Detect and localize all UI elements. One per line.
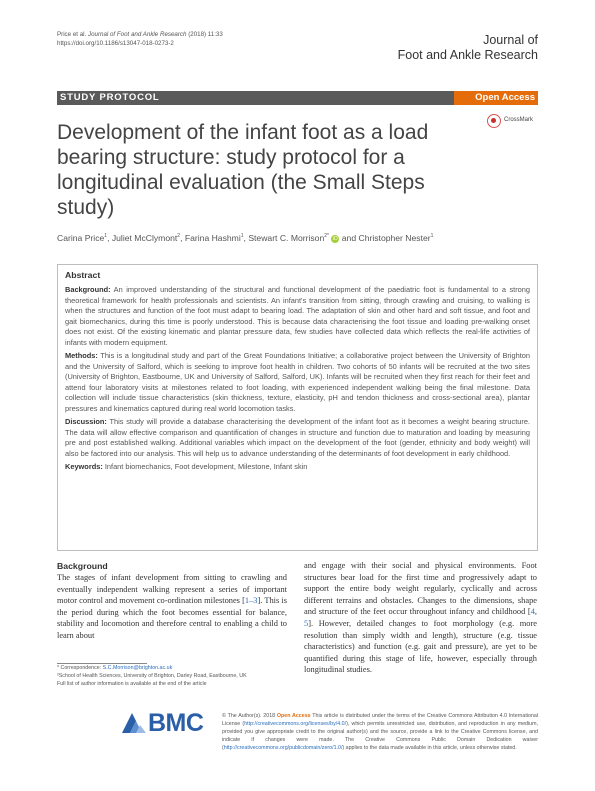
abstract-methods: [65, 351, 530, 414]
crossmark-button[interactable]: [487, 114, 539, 134]
open-access-badge: Open Access: [454, 91, 538, 105]
body-text: and engage with their social and physical environments. Foot structures bear load for the first time and progressively adapt to support the entire body weight regularly, cyclically and across different terrains and obstacles. Changes to the dimensions, shape and structure of the feet occur throughout infancy and childhood [: [304, 561, 537, 617]
body-paragraph: [304, 560, 537, 676]
body-paragraph: [57, 572, 287, 642]
abstract-discussion: [65, 417, 530, 459]
body-text: ]. This is the period during which the foot becomes essential for balance, stability and locomotion and therefore central to enabling a child to learn about: [57, 596, 287, 640]
journal-name: [398, 33, 538, 62]
body-column-2: [304, 560, 537, 676]
author-affiliation: 1: [104, 233, 108, 240]
crossmark-icon: [487, 114, 501, 128]
correspondence-email[interactable]: S.C.Morrison@brighton.ac.uk: [102, 665, 173, 671]
citation: [57, 30, 223, 48]
section-text: Infant biomechanics, Foot development, Milestone, Infant skin: [104, 462, 308, 471]
author-name: Christopher Nester: [358, 233, 431, 243]
citation-separator: ,: [534, 607, 537, 617]
article-title: Development of the infant foot as a load bearing structure: study protocol for a longitudinal evaluation (the Small Steps study): [57, 121, 429, 219]
author-affiliation: 1: [240, 233, 244, 240]
license-text: [222, 712, 538, 752]
author-name: Farina Hashmi: [184, 233, 241, 243]
abstract-keywords: [65, 462, 530, 473]
license-body: ) applies to the data made available in this article, unless otherwise stated.: [342, 745, 517, 752]
license-link-by[interactable]: http://creativecommons.org/licenses/by/4.0/: [244, 721, 347, 728]
license-link-zero[interactable]: http://creativecommons.org/publicdomain/zero/1.0/: [223, 745, 343, 752]
doi-link[interactable]: https://doi.org/10.1186/s13047-018-0273-2: [57, 40, 174, 47]
section-text: This is a longitudinal study and part of the Great Foundations Initiative; a collaborative project between the University of Brighton and the University of Salford, which is seeking to improve foot health in children. Two cohorts of 50 infants will be recruited at the two sites (University of Brighton, Eastbourne, UK and University of Salford, Salford, UK). Infants will be recruited when they first reach for their feet and attend four laboratory visits at milestones related to foot loading, with experienced independent walking being the final milestone. Data collection will include tissue characteristics (skin thickness, texture, elasticity, pH and tendon thickness and cross-sectional area), plantar pressures and kinematics captured during real world locomotion tasks.: [65, 351, 531, 413]
orcid-icon[interactable]: iD: [333, 235, 338, 242]
citation-link[interactable]: 4: [530, 607, 535, 617]
abstract-box: [57, 264, 538, 551]
section-text: This study will provide a database characterising the development of the infant foot as it becomes a weight bearing structure. The data will allow effective comparison and quantification of changes in structure and function due to maturation and loading by measuring pre and post established walking. Additional variables which impact on the development of the foot (gender, ethnicity and body weight) will also be factored into our analysis. This will help us to advance understanding of the determinants of foot development in early childhood.: [65, 417, 530, 458]
section-label: Discussion:: [65, 417, 107, 426]
body-text: The stages of infant development from sitting to crawling and eventually independent walking represent a series of important motor control and movement co-ordination milestones [: [57, 573, 287, 606]
abstract-heading: Abstract: [65, 270, 101, 280]
section-text: An improved understanding of the structural and functional development of the paediatric foot is fundamental to a strong theoretical framework for health professionals and scientists. An infant's transition from sitting, through crawling and cruising, to walking is when the structures and function of the foot must adapt to bearing load. The adaptation of skin and other hard and soft tissue, and foot and gait biomechanics, during this time is poorly understood. This is because data characterising the foot tissue and loading pre-walking onset does not exist. Of the existing kinematic and plantar pressure data, few studies have collected data which reflects the real-life activities of infants with modern equipment.: [65, 285, 530, 347]
section-label: Methods:: [65, 351, 98, 360]
license-copyright: © The Author(s). 2018: [222, 713, 277, 719]
citation-link[interactable]: 1–3: [244, 596, 258, 606]
author-affiliation: 1: [430, 233, 434, 240]
authors-and: and: [341, 233, 357, 243]
section-heading-background: Background: [57, 561, 108, 571]
license-body: This article is distributed under the terms of the Creative Commons Attribution 4.0 International License (: [222, 713, 538, 728]
author-name: Carina Price: [57, 233, 105, 243]
author-affiliation: 2*: [324, 233, 329, 240]
article-type-banner: [57, 91, 538, 105]
bmc-logo: [120, 708, 204, 738]
footnotes: [57, 665, 287, 688]
author-list: Carina Price$^1$, Juliet McClymont$^2$, Farina Hashmi$^1$, Stewart C. Morrison$^{2*}$ iD and Christopher Nester$^1$: [57, 233, 434, 243]
license-open-access: Open Access: [276, 713, 311, 719]
body-column-1: [57, 560, 287, 642]
author-info-note: Full list of author information is available at the end of the article: [57, 680, 207, 687]
license-body: ), which permits unrestricted use, distribution, and reproduction in any medium, provided you give appropriate credit to the original author(s) and the source, provide a link to the Creative Commons license, and indicate if changes were made. The Creative Commons Public Domain Dedication waiver (: [222, 721, 538, 752]
citation-journal: Journal of Foot and Ankle Research: [87, 31, 187, 38]
abstract-background: [65, 285, 530, 348]
article-type: STUDY PROTOCOL: [60, 92, 160, 103]
citation-details: (2018) 11:33: [188, 31, 223, 38]
section-label: Keywords:: [65, 462, 103, 471]
correspondence: [57, 665, 287, 673]
author-name: Stewart C. Morrison: [248, 233, 325, 243]
body-text: ]. However, detailed changes to foot morphology (e.g. more resolution than simply width and length), structure (e.g. tissue characteristics) and function (e.g. gait and pressure), are yet to be quantified during this stage of life, however, especially through longitudinal studies.: [304, 618, 537, 675]
author-affiliation: 2: [177, 233, 181, 240]
author-name: Juliet McClymont: [111, 233, 178, 243]
journal-name-line1: Journal of: [483, 33, 538, 47]
citation-link[interactable]: 5: [304, 618, 309, 628]
journal-name-line2: Foot and Ankle Research: [397, 47, 538, 62]
footnote-divider: [57, 663, 147, 664]
bmc-logo-text: BMC: [148, 709, 204, 737]
section-label: Background:: [65, 285, 111, 294]
crossmark-label: CrossMark: [504, 117, 534, 123]
correspondence-label: * Correspondence:: [57, 665, 102, 671]
citation-authors: Price et al.: [57, 31, 87, 38]
affiliation: ²School of Health Sciences, University of Brighton, Darley Road, Eastbourne, UK: [57, 672, 247, 679]
bmc-logo-icon: [120, 709, 148, 737]
